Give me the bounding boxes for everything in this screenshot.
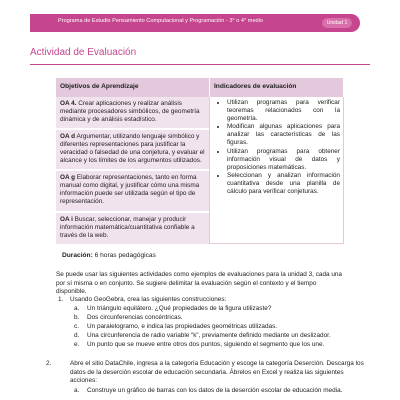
- activity-text: Usando GeoGebra, crea las siguientes construcciones:: [70, 296, 227, 303]
- objective-code: OA g: [60, 174, 76, 182]
- subitem-text: Dos circunferencias concéntricas.: [87, 314, 183, 321]
- subitem-letter: b.: [74, 314, 80, 321]
- subitem-letter: d.: [74, 332, 80, 339]
- indicators-list: [210, 97, 343, 198]
- indicators-header: Indicadores de evaluación: [209, 78, 343, 97]
- activity-subitem: [74, 305, 271, 314]
- intro-paragraph: Se puede usar las siguientes actividades como ejemplos de evaluaciones para la unidad 3, cada una por sí misma o en conjunto. Se sugiere delimitar la evaluación según el contexto y el tiempo disponible.: [56, 271, 342, 296]
- subitem-letter: e.: [74, 341, 80, 348]
- page-header-bar: [30, 14, 360, 32]
- indicator-item: • Seleccionan y analizan información cuantitativa desde una planilla de cálculo para verificar conjeturas.: [227, 172, 340, 196]
- title-divider: [30, 64, 370, 65]
- activity-text: Abre el sitio DataChile, ingresa a la categoría Educación y escoge la categoría Deserción. Descarga los datos de la deserción escolar de educación secundaria. Ábrelos en Excel y realiza las siguientes acciones:: [70, 360, 364, 385]
- objectives-cell: [56, 97, 209, 244]
- duration-line: [62, 252, 156, 259]
- activity-number: 1.: [58, 296, 64, 303]
- subitem-letter: c.: [74, 323, 79, 330]
- activity-subitem: [74, 332, 331, 341]
- unit-badge: Unidad 1: [322, 18, 352, 28]
- subitem-text: Construye un gráfico de barras con los datos de la deserción escolar de educación media.: [87, 387, 343, 394]
- objective-text: Elaborar representaciones, tanto en forma manual como digital, y justificar cómo una misma información puede ser utilizada según el tipo de representación.: [60, 174, 200, 206]
- subitem-letter: a.: [74, 305, 80, 312]
- subitem-text: Un paralelogramo, e indica las propiedades geométricas utilizadas.: [87, 323, 278, 330]
- subitem-text: Una circunferencia de radio variable “k”, previamente definido mediante un deslizador.: [87, 332, 331, 339]
- objective-item: [56, 97, 209, 130]
- objective-text: Crear aplicaciones y realizar análisis mediante procesadores simbólicos, de geometría dinámica y de análisis estadístico.: [60, 99, 200, 123]
- indicator-item: • Utilizan programas para verificar teoremas relacionados con la geometría.: [227, 99, 340, 123]
- indicator-item: • Utilizan programas para obtener información visual de datos y proposiciones matemáticas.: [227, 148, 340, 172]
- activity-item: [58, 296, 226, 305]
- subitem-letter: a.: [74, 387, 80, 394]
- activity-subitem: [74, 341, 324, 350]
- page-title: Actividad de Evaluación: [30, 47, 137, 58]
- evaluation-table: [56, 78, 344, 244]
- indicator-item: • Modifican algunas aplicaciones para analizar las características de las figuras.: [227, 123, 340, 147]
- activity-number: 2.: [46, 360, 52, 367]
- objective-item: [56, 130, 209, 171]
- subitem-text: Un punto que se mueve entre otros dos puntos, siguiendo el segmento que los une.: [87, 341, 325, 348]
- activity-subitem: [74, 314, 183, 323]
- objectives-header: Objetivos de Aprendizaje: [56, 78, 209, 97]
- objective-code: OA d: [60, 132, 76, 140]
- objective-code: OA i: [60, 215, 73, 223]
- duration-value: 6 horas pedagógicas: [92, 252, 156, 259]
- objective-item: [56, 171, 209, 212]
- objective-text: Argumentar, utilizando lenguaje simbólico y diferentes representaciones para justificar la veracidad o falsedad de una conjetura, y evaluar el alcance y los límites de los argumentos utilizados.: [60, 132, 205, 165]
- activity-item: [46, 360, 366, 386]
- subitem-text: Un triángulo equilátero. ¿Qué propiedades de la figura utilizaste?: [87, 305, 272, 312]
- header-title: Programa de Estudio Pensamiento Computacional y Programación - 3° o 4° medio: [58, 18, 264, 24]
- activity-subitem: [74, 387, 342, 396]
- duration-label: Duración:: [62, 252, 93, 259]
- objective-item: [56, 213, 209, 244]
- indicators-cell: [209, 97, 343, 244]
- objective-code: OA 4.: [60, 99, 77, 107]
- activity-subitem: [74, 323, 277, 332]
- objective-text: Buscar, seleccionar, manejar y producir información matemática/cuantitativa confiable a través de la web.: [60, 215, 195, 239]
